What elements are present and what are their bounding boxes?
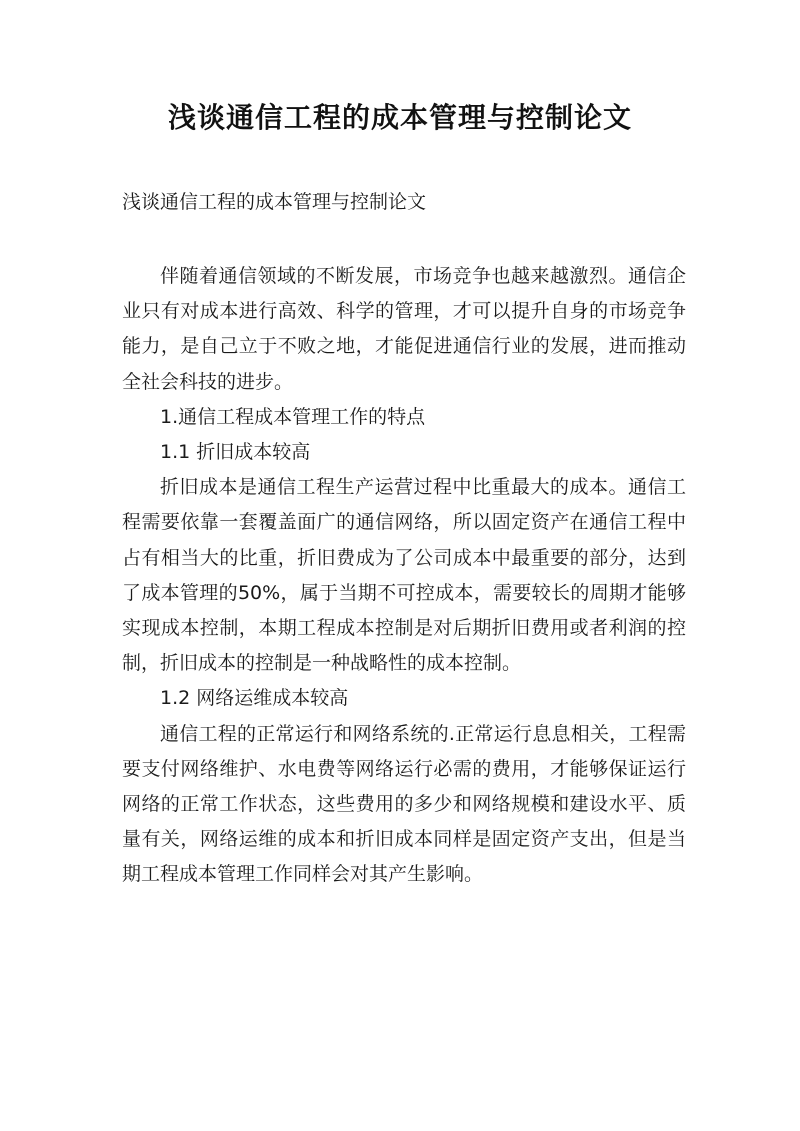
document-subtitle: 浅谈通信工程的成本管理与控制论文: [122, 191, 427, 213]
paragraph-depreciation: 折旧成本是通信工程生产运营过程中比重最大的成本。通信工程需要依靠一套覆盖面广的通信网络，所以固定资产在通信工程中占有相当大的比重，折旧费成为了公司成本中最重要的部分，达到了成本管理的50%，属于当期不可控成本，需要较长的周期才能够实现成本控制，本期工程成本控制是对后期折旧费用或者利润的控制，折旧成本的控制是一种战略性的成本控制。: [122, 476, 686, 675]
section-heading-1-1: 1.1 折旧成本较高: [160, 441, 311, 464]
paragraph-network-ops: 通信工程的正常运行和网络系统的.正常运行息息相关，工程需要支付网络维护、水电费等网络运行必需的费用，才能够保证运行网络的正常工作状态，这些费用的多少和网络规模和建设水平、质量有关，网络运维的成本和折旧成本同样是固定资产支出，但是当期工程成本管理工作同样会对其产生影响。: [122, 722, 686, 886]
section-heading-1: 1.通信工程成本管理工作的特点: [160, 405, 426, 428]
paragraph-intro: 伴随着通信领域的不断发展，市场竞争也越来越激烈。通信企业只有对成本进行高效、科学的管理，才可以提升自身的市场竞争能力，是自己立于不败之地，才能促进通信行业的发展，进而推动全社会科技的进步。: [122, 265, 686, 393]
document-body: [122, 259, 686, 893]
section-heading-1-2: 1.2 网络运维成本较高: [160, 687, 349, 710]
document-title: 浅谈通信工程的成本管理与控制论文: [167, 101, 632, 134]
